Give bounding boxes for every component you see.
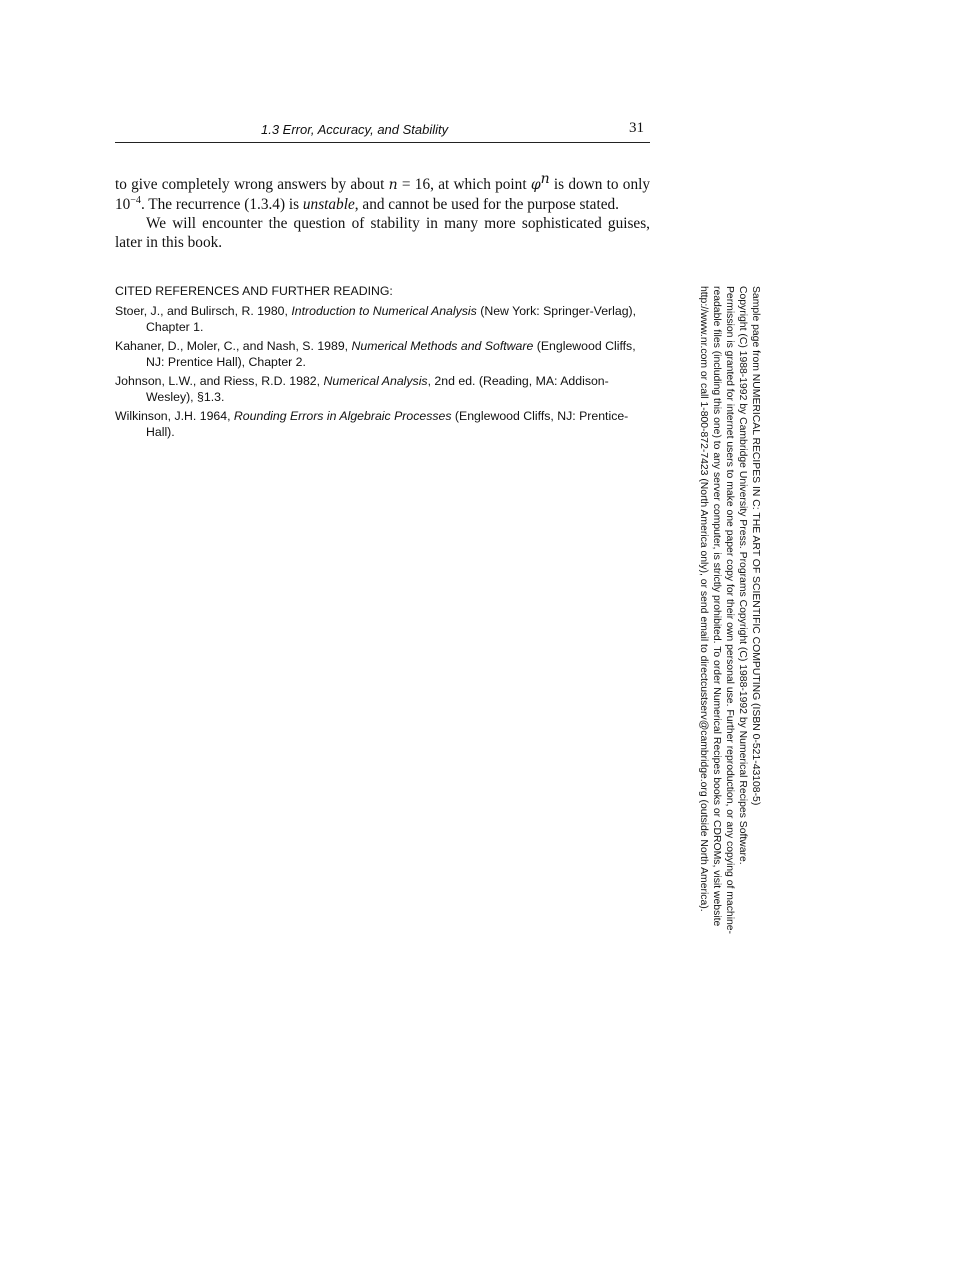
page-number: 31: [629, 120, 644, 136]
body-text: [115, 170, 650, 252]
ref-details: (New York: Springer-Verlag), Chapter 1.: [146, 303, 637, 334]
ref-authors: Stoer, J., and Bulirsch, R. 1980,: [115, 303, 292, 318]
text-run: , at which point: [430, 176, 531, 193]
ref-details: (Englewood Cliffs, NJ: Prentice Hall), Chapter 2.: [146, 338, 636, 369]
running-head: [115, 120, 650, 143]
math-exponent-n: n: [540, 170, 550, 187]
copyright-sidebar: [692, 286, 762, 935]
sidebar-line: http://www.nr.com or call 1-800-872-7423 (North America only), or send email to directcustserv@cambridge.org (outside North America).: [698, 286, 709, 912]
math-ten: 10: [115, 196, 131, 213]
math-exponent-minus4: −4: [130, 194, 141, 206]
references-section: [115, 283, 650, 443]
text-run: , and cannot be used for the purpose stated.: [354, 196, 619, 213]
reference-item: [115, 408, 650, 441]
sidebar-line: Sample page from NUMERICAL RECIPES IN C: THE ART OF SCIENTIFIC COMPUTING (ISBN 0-521-43108-5): [750, 286, 761, 806]
ref-details: , 2nd ed. (Reading, MA: Addison-Wesley), §1.3.: [146, 373, 609, 404]
emphasis-unstable: unstable: [302, 196, 355, 213]
copyright-sidebar-text: [697, 286, 762, 935]
ref-authors: Wilkinson, J.H. 1964,: [115, 408, 234, 423]
ref-title: Numerical Analysis: [323, 373, 428, 388]
section-title: 1.3 Error, Accuracy, and Stability: [261, 122, 449, 137]
math-eq: = 16: [397, 176, 431, 193]
text-run: is down to only: [549, 176, 650, 193]
sidebar-line: Copyright (C) 1988-1992 by Cambridge University Press. Programs Copyright (C) 1988-1992 by Numerical Recipes Software.: [737, 286, 748, 865]
math-n: n: [388, 177, 398, 193]
text-run: . The recurrence (1.3.4) is: [140, 196, 303, 213]
sidebar-line: Permission is granted for internet users to make one paper copy for their own personal use. Further reproduction, or any copying of machine-: [724, 286, 735, 935]
reference-item: [115, 338, 650, 371]
sidebar-line: readable files (including this one) to any server computer, is strictly prohibited. To order Numerical Recipes books or CDROMs, visit website: [711, 286, 722, 927]
math-phi: φ: [530, 177, 541, 193]
text-run: to give completely wrong answers by about: [115, 176, 389, 193]
ref-title: Rounding Errors in Algebraic Processes: [233, 408, 452, 423]
paragraph-1: [115, 170, 650, 214]
ref-authors: Kahaner, D., Moler, C., and Nash, S. 1989,: [115, 338, 352, 353]
references-heading: CITED REFERENCES AND FURTHER READING:: [115, 284, 393, 298]
reference-item: [115, 373, 650, 406]
ref-title: Numerical Methods and Software: [351, 338, 534, 353]
ref-title: Introduction to Numerical Analysis: [291, 303, 477, 318]
ref-authors: Johnson, L.W., and Riess, R.D. 1982,: [115, 373, 324, 388]
ref-details: (Englewood Cliffs, NJ: Prentice-Hall).: [146, 408, 629, 439]
reference-item: [115, 303, 650, 336]
paragraph-2: We will encounter the question of stability in many more sophisticated guises, later in this book.: [115, 215, 650, 251]
